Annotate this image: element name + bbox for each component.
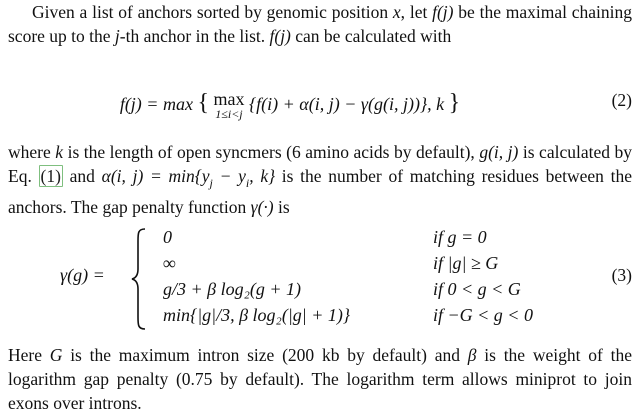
case-cond-1: if |g| ≥ G (433, 253, 499, 273)
case-expr-2: g/3 + β log₂(g + 1) (163, 279, 302, 299)
paragraph-text: Given a list of anchors sorted by genomic position x, let f(j) be the maximal chaining score up to the j-th anchor in the list. f(j) can be calculated with (8, 2, 633, 46)
paragraph-chaining-intro (8, 0, 632, 48)
paragraph-parameters (8, 343, 632, 415)
case-cond-3: if −G < g < 0 (433, 305, 533, 325)
case-cond-2: if 0 < g < G (433, 279, 521, 299)
case-expr-0: 0 (163, 227, 172, 247)
equation-2 (8, 84, 632, 124)
equation-2-body: f(j) = max { max 1≤i<j {f(i) + α(i, j) − γ(g(i, j))}, k } (119, 89, 461, 121)
max-operator: max 1≤i<j (213, 89, 245, 121)
paragraph-definitions (8, 140, 632, 219)
left-brace-icon (130, 227, 148, 331)
equation-3-lhs: γ(g) = (60, 265, 105, 285)
case-expr-3: min{|g|/3, β log₂(|g| + 1)} (163, 305, 351, 325)
equation-number: (3) (611, 265, 632, 285)
paragraph-text: where k is the length of open syncmers (6 amino acids by default), g(i, j) is calculated by Eq. (1) and α(i, $j) = \min\{y_j - y_i$, k} is the number of matching residues between the anchors. The gap penalty function γ(·) is (8, 142, 633, 217)
equation-number: (2) (611, 90, 632, 110)
case-expr-1: ∞ (163, 253, 176, 273)
case-cond-0: if g = 0 (433, 227, 487, 247)
equation-reference-link[interactable]: (1) (40, 166, 61, 186)
equation-3 (8, 225, 632, 331)
paragraph-text: Here G is the maximum intron size (200 kb by default) and β is the weight of the logarithm gap penalty (0.75 by default). The logarithm term allows miniprot to join exons over introns. (8, 345, 632, 413)
